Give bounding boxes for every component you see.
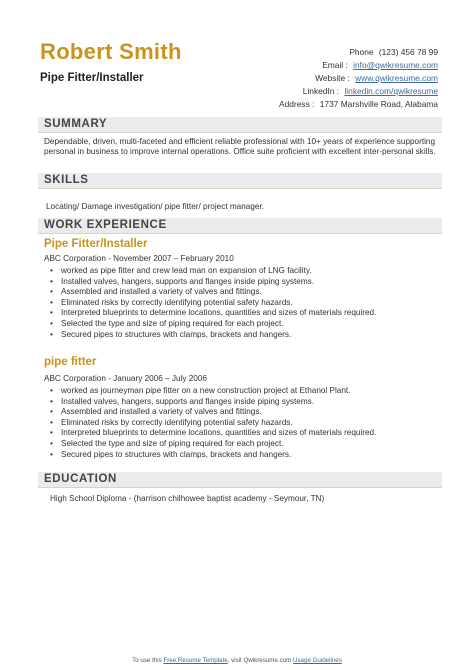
contact-separator: : [343,60,351,70]
list-item: • Assembled and installed a variety of valves and fittings. [44,407,440,418]
footer-middle: , visit Qwikresume.com [227,657,292,664]
job-title: pipe fitter [44,356,97,368]
contact-block [279,46,438,111]
job-meta: ABC Corporation - January 2006 – July 2006 [44,374,207,383]
contact-address [279,98,438,111]
list-item: • Interpreted blueprints to determine locations, quantities and sizes of materials required. [44,308,440,319]
list-item: • Secured pipes to structures with clamps, brackets and hangers. [44,450,440,461]
education-text: High School Diploma - (harrison chilhowee baptist academy - Seymour, TN) [50,494,325,503]
contact-label: LinkedIn [302,86,335,96]
contact-website [279,72,438,85]
list-item: • Selected the type and size of piping required for each project. [44,319,440,330]
section-title: SKILLS [44,174,89,186]
experience-section-header [38,218,442,234]
list-item: • Interpreted blueprints to determine locations, quantities and sizes of materials required. [44,428,440,439]
section-title: WORK EXPERIENCE [44,219,167,231]
summary-text: Dependable, driven, multi-faceted and efficient reliable professional with 10+ years of experience supporting personal in business to improve internal operations. Office suite proficient with excellent inter-personal skills. [44,137,436,157]
skills-text: Locating/ Damage investigation/ pipe fitter/ project manager. [46,202,265,211]
website-link[interactable]: www.qwikresume.com [355,73,438,83]
free-template-link[interactable]: Free Resume Template [163,657,228,664]
list-item: • Eliminated risks by correctly identifying potential safety hazards. [44,298,440,309]
phone-value: (123) 456 78 99 [378,47,438,57]
linkedin-link[interactable]: linkedin.com/qwikresume [344,86,438,96]
skills-section-header [38,173,442,189]
candidate-name: Robert Smith [40,39,182,64]
job-bullets [44,266,440,340]
section-title: EDUCATION [44,473,117,485]
candidate-title: Pipe Fitter/Installer [40,72,144,84]
list-item: • Installed valves, hangers, supports and flanges inside piping systems. [44,397,440,408]
contact-label: Phone [349,47,374,57]
education-section-header [38,472,442,488]
list-item: • Assembled and installed a variety of valves and fittings. [44,287,440,298]
contact-separator: : [345,73,353,83]
list-item: • Eliminated risks by correctly identifying potential safety hazards. [44,418,440,429]
list-item: • Selected the type and size of piping required for each project. [44,439,440,450]
contact-separator: : [334,86,342,96]
contact-linkedin [279,85,438,98]
contact-label: Website [315,73,346,83]
footer-prefix: To use this [132,657,162,664]
contact-separator: : [309,99,317,109]
contact-label: Email [322,60,344,70]
email-link[interactable]: info@qwikresume.com [353,60,438,70]
usage-guidelines-link[interactable]: Usage Guidelines [293,657,342,664]
job-title: Pipe Fitter/Installer [44,238,148,250]
list-item: • Secured pipes to structures with clamps, brackets and hangers. [44,330,440,341]
list-item: • worked as pipe fitter and crew lead man on expansion of LNG facility. [44,266,440,277]
list-item: • Installed valves, hangers, supports and flanges inside piping systems. [44,277,440,288]
address-value: 1737 Marshville Road, Alabama [319,99,438,109]
summary-section-header [38,117,442,133]
contact-phone [279,46,438,59]
job-bullets [44,386,440,460]
list-item: • worked as journeyman pipe fitter on a new construction project at Ethanol Plant. [44,386,440,397]
footer [0,657,474,664]
contact-label: Address [279,99,310,109]
contact-email [279,59,438,72]
section-title: SUMMARY [44,118,108,130]
job-meta: ABC Corporation - November 2007 – February 2010 [44,254,234,263]
